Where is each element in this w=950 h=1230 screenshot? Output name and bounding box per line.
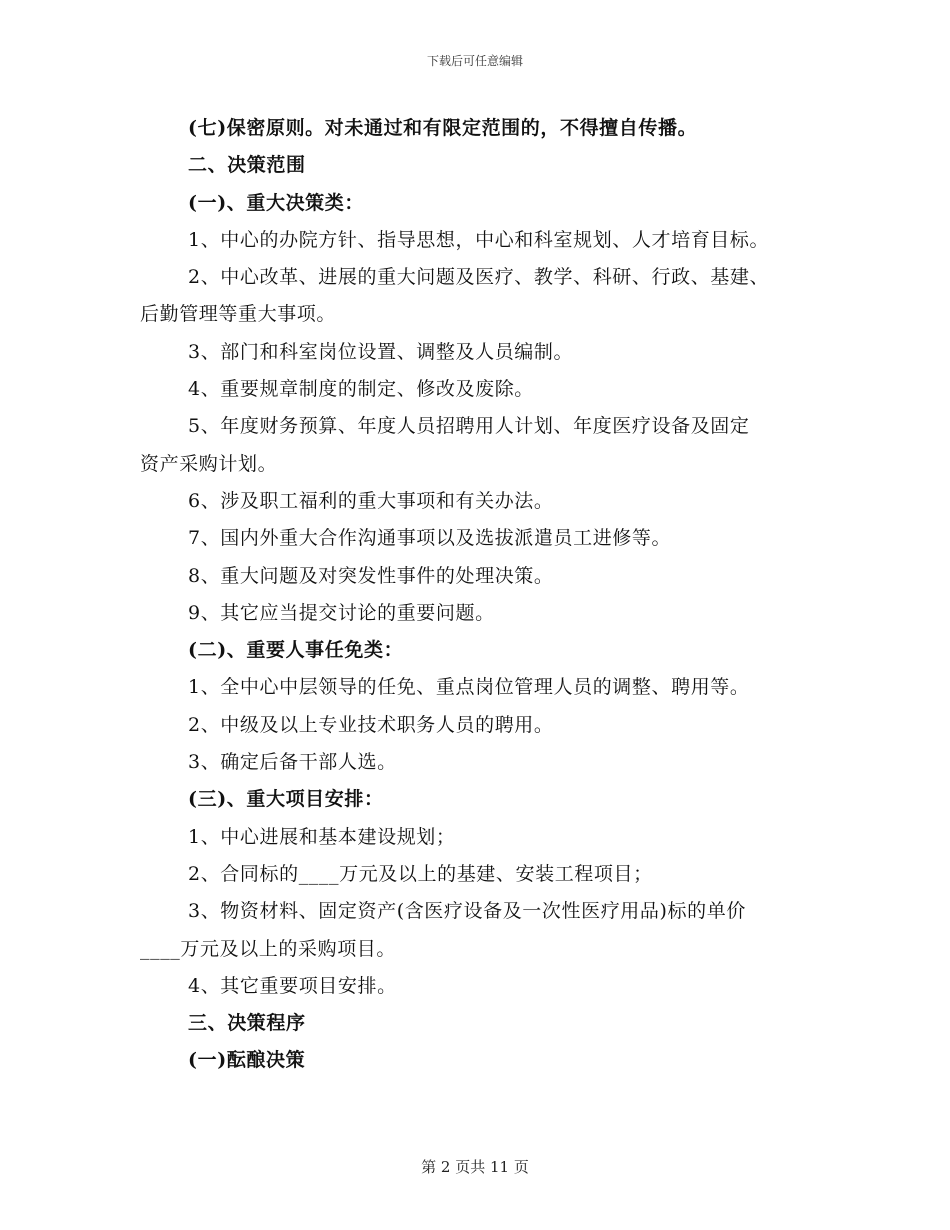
section-heading: (一)、重大决策类： (188, 191, 364, 214)
paragraph-line: 6、涉及职工福利的重大事项和有关办法。 (188, 489, 554, 512)
paragraph-line: 7、国内外重大合作沟通事项以及选拔派遣员工进修等。 (188, 527, 672, 550)
section-heading: 三、决策程序 (188, 1012, 306, 1035)
paragraph-line: 9、其它应当提交讨论的重要问题。 (188, 601, 495, 624)
paragraph-line: 1、中心的办院方针、指导思想，中心和科室规划、人才培育目标。 (188, 228, 770, 251)
section-heading: (七)保密原则。对未通过和有限定范围的，不得擅自传播。 (188, 117, 698, 139)
section-heading: (二)、重要人事任免类： (188, 639, 404, 662)
paragraph-line: 3、部门和科室岗位设置、调整及人员编制。 (188, 340, 574, 363)
paragraph-line: 8、重大问题及对突发性事件的处理决策。 (188, 564, 554, 587)
page-footer: 第 2 页共 11 页 (421, 1158, 529, 1176)
paragraph-line: 2、中级及以上专业技术职务人员的聘用。 (188, 713, 554, 736)
section-heading: (三)、重大项目安排： (188, 788, 384, 811)
paragraph-line: 5、年度财务预算、年度人员招聘用人计划、年度医疗设备及固定 (188, 415, 750, 438)
paragraph-line: 1、中心进展和基本建设规划； (188, 825, 456, 848)
paragraph-line: 3、物资材料、固定资产(含医疗设备及一次性医疗用品)标的单价 (188, 900, 746, 923)
section-heading: 二、决策范围 (188, 154, 306, 177)
paragraph-line: 1、全中心中层领导的任免、重点岗位管理人员的调整、聘用等。 (188, 676, 750, 699)
paragraph-line: ____万元及以上的采购项目。 (140, 937, 397, 960)
paragraph-line: 4、其它重要项目安排。 (188, 974, 397, 997)
paragraph-line: 4、重要规章制度的制定、修改及废除。 (188, 378, 534, 401)
page-header: 下载后可任意编辑 (426, 54, 523, 68)
paragraph-line: 2、合同标的____万元及以上的基建、安装工程项目； (188, 862, 653, 885)
paragraph-line: 2、中心改革、进展的重大问题及医疗、教学、科研、行政、基建、 (188, 266, 770, 289)
paragraph-line: 资产采购计划。 (140, 452, 278, 475)
section-heading: (一)酝酿决策 (188, 1049, 306, 1072)
paragraph-line: 3、确定后备干部人选。 (188, 751, 397, 774)
document-body (140, 110, 830, 1080)
paragraph-line: 后勤管理等重大事项。 (140, 303, 337, 326)
